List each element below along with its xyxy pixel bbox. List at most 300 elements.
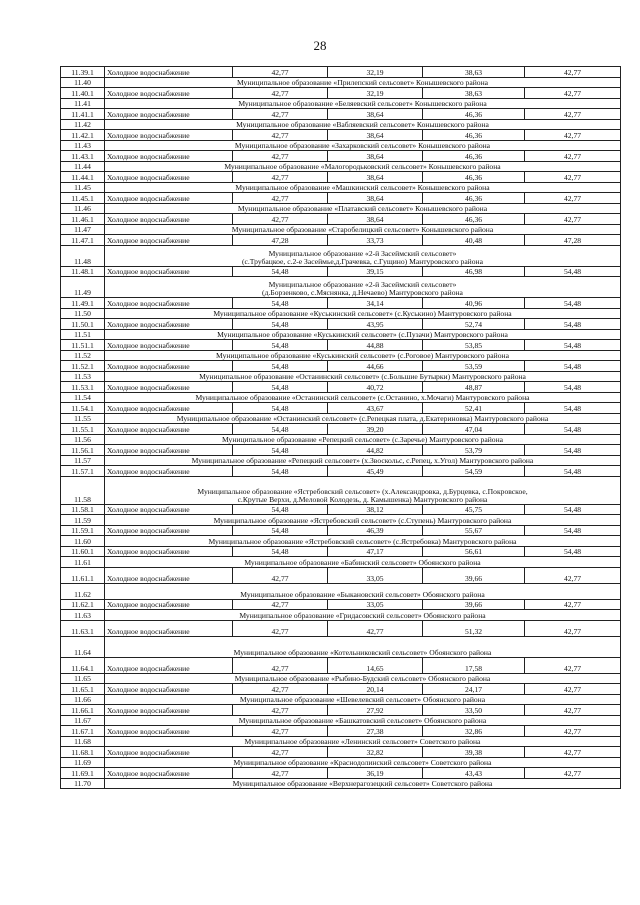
tariff-value-1: 42,77	[233, 726, 328, 737]
tariff-value-1: 54,48	[233, 266, 328, 277]
tariff-value-1: 54,48	[233, 403, 328, 414]
municipality-name: Муниципальное образование «Малогородьковский сельсовет» Конышевского района	[224, 162, 501, 172]
tariff-value-1: 42,77	[233, 193, 328, 204]
row-index: 11.65	[61, 673, 105, 684]
tariff-value-1: 42,77	[233, 705, 328, 716]
tariff-value-1: 42,77	[233, 214, 328, 225]
municipality-heading	[105, 536, 621, 547]
tariff-value-1: 54,48	[233, 546, 328, 557]
row-index: 11.54	[61, 392, 105, 403]
tariff-value-3: 38,63	[423, 88, 525, 99]
tariff-value-4: 42,77	[525, 684, 621, 695]
tariff-value-2: 33,73	[328, 235, 423, 246]
tariff-value-3: 56,61	[423, 546, 525, 557]
municipality-name: Муниципальное образование «2-й Засеймский сельсовет»	[268, 248, 457, 258]
tariff-value-3: 53,59	[423, 361, 525, 372]
tariff-data-row	[61, 599, 621, 610]
tariff-data-row	[61, 151, 621, 162]
municipality-heading	[105, 736, 621, 747]
tariff-value-3: 46,98	[423, 266, 525, 277]
service-label: Холодное водоснабжение	[105, 567, 233, 583]
service-label: Холодное водоснабжение	[105, 726, 233, 737]
tariff-value-4: 54,48	[525, 546, 621, 557]
municipality-heading	[105, 98, 621, 109]
section-header-row	[61, 778, 621, 789]
row-index: 11.44	[61, 161, 105, 172]
tariff-value-2: 39,20	[328, 424, 423, 435]
tariff-value-3: 47,04	[423, 424, 525, 435]
row-index: 11.60.1	[61, 546, 105, 557]
tariff-value-1: 47,28	[233, 235, 328, 246]
tariff-value-4: 54,48	[525, 319, 621, 330]
section-header-row	[61, 392, 621, 403]
tariff-value-2: 32,19	[328, 88, 423, 99]
row-index: 11.42.1	[61, 130, 105, 141]
municipality-heading	[105, 610, 621, 621]
municipality-heading	[105, 757, 621, 768]
tariff-value-1: 42,77	[233, 620, 328, 636]
service-label: Холодное водоснабжение	[105, 67, 233, 78]
row-index: 11.69.1	[61, 768, 105, 779]
service-label: Холодное водоснабжение	[105, 525, 233, 536]
tariff-data-row	[61, 67, 621, 78]
row-index: 11.67.1	[61, 726, 105, 737]
municipality-heading	[105, 245, 621, 266]
tariff-value-2: 34,14	[328, 298, 423, 309]
tariff-data-row	[61, 466, 621, 477]
tariff-value-2: 27,92	[328, 705, 423, 716]
tariff-value-4: 47,28	[525, 235, 621, 246]
tariff-value-2: 27,38	[328, 726, 423, 737]
tariff-value-1: 42,77	[233, 768, 328, 779]
municipality-name: Муниципальное образование «Куськинский сельсовет» (с.Роговое) Мантуровского района	[216, 351, 509, 361]
tariff-data-row	[61, 705, 621, 716]
tariff-data-row	[61, 747, 621, 758]
service-label: Холодное водоснабжение	[105, 424, 233, 435]
tariff-data-row	[61, 445, 621, 456]
municipality-heading	[105, 557, 621, 568]
tariff-data-row	[61, 546, 621, 557]
tariff-data-row	[61, 130, 621, 141]
tariff-data-row	[61, 172, 621, 183]
tariff-value-2: 38,64	[328, 109, 423, 120]
tariff-value-1: 42,77	[233, 657, 328, 673]
tariff-value-3: 39,38	[423, 747, 525, 758]
tariff-value-4: 42,77	[525, 151, 621, 162]
row-index: 11.61	[61, 557, 105, 568]
tariff-value-4: 54,48	[525, 340, 621, 351]
service-label: Холодное водоснабжение	[105, 599, 233, 610]
municipality-name: Муниципальное образование «Останинский сельсовет» (с.Останино, х.Мочаги) Мантуровского района	[195, 393, 530, 403]
section-header-row	[61, 98, 621, 109]
municipality-heading	[105, 308, 621, 319]
tariff-value-2: 44,88	[328, 340, 423, 351]
tariff-value-4: 54,48	[525, 466, 621, 477]
municipality-locality: (с.Трубацкое, с.2-е Засеймье,д.Грачевка, с.Гущино) Мантуровского района	[242, 256, 483, 266]
row-index: 11.52.1	[61, 361, 105, 372]
municipality-name: Муниципальное образование «Машкинский сельсовет» Конышевского района	[235, 183, 490, 193]
tariff-value-4: 42,77	[525, 172, 621, 183]
tariff-data-row	[61, 109, 621, 120]
section-header-row	[61, 140, 621, 151]
tariff-value-4: 42,77	[525, 67, 621, 78]
section-header-row	[61, 673, 621, 684]
row-index: 11.67	[61, 715, 105, 726]
row-index: 11.55	[61, 413, 105, 424]
tariff-value-3: 53,85	[423, 340, 525, 351]
tariff-value-2: 38,64	[328, 130, 423, 141]
row-index: 11.49	[61, 277, 105, 298]
tariff-table	[60, 66, 621, 789]
municipality-heading	[105, 515, 621, 526]
municipality-name: Муниципальное образование «Быкановский сельсовет» Обоянского района	[240, 589, 485, 599]
row-index: 11.43	[61, 140, 105, 151]
tariff-value-1: 42,77	[233, 151, 328, 162]
municipality-name: Муниципальное образование «Куськинский сельсовет» (с.Пузачи) Мантуровского района	[217, 330, 508, 340]
row-index: 11.54.1	[61, 403, 105, 414]
tariff-value-4: 42,77	[525, 193, 621, 204]
tariff-value-1: 42,77	[233, 109, 328, 120]
service-label: Холодное водоснабжение	[105, 705, 233, 716]
section-header-row	[61, 119, 621, 130]
tariff-value-1: 42,77	[233, 567, 328, 583]
tariff-value-4: 42,77	[525, 130, 621, 141]
municipality-heading	[105, 413, 621, 424]
tariff-value-3: 32,86	[423, 726, 525, 737]
tariff-value-2: 46,39	[328, 525, 423, 536]
tariff-value-1: 42,77	[233, 172, 328, 183]
row-index: 11.64	[61, 636, 105, 657]
row-index: 11.53.1	[61, 382, 105, 393]
row-index: 11.45	[61, 182, 105, 193]
tariff-value-4: 42,77	[525, 620, 621, 636]
service-label: Холодное водоснабжение	[105, 504, 233, 515]
section-header-row	[61, 350, 621, 361]
service-label: Холодное водоснабжение	[105, 340, 233, 351]
page-number: 28	[313, 38, 327, 53]
tariff-value-3: 40,96	[423, 298, 525, 309]
tariff-value-4: 42,77	[525, 747, 621, 758]
service-label: Холодное водоснабжение	[105, 684, 233, 695]
municipality-name: Муниципальное образование «Захарковский сельсовет» Конышевского района	[234, 141, 491, 151]
municipality-locality: (д.Борзенково, с.Мяснянка, д.Нечаево) Мантуровского района	[262, 288, 463, 298]
tariff-data-row	[61, 266, 621, 277]
section-header-row	[61, 557, 621, 568]
service-label: Холодное водоснабжение	[105, 266, 233, 277]
tariff-table-body	[61, 67, 621, 789]
municipality-heading	[105, 203, 621, 214]
service-label: Холодное водоснабжение	[105, 466, 233, 477]
row-index: 11.66.1	[61, 705, 105, 716]
tariff-value-4: 54,48	[525, 403, 621, 414]
tariff-data-row	[61, 684, 621, 695]
section-header-row	[61, 636, 621, 657]
tariff-data-row	[61, 620, 621, 636]
service-label: Холодное водоснабжение	[105, 88, 233, 99]
tariff-value-2: 32,19	[328, 67, 423, 78]
service-label: Холодное водоснабжение	[105, 214, 233, 225]
municipality-heading	[105, 778, 621, 789]
row-index: 11.63	[61, 610, 105, 621]
municipality-name: Муниципальное образование «Репецкий сельсовет» (с.Заречье) Мантуровского района	[221, 435, 504, 445]
service-label: Холодное водоснабжение	[105, 172, 233, 183]
service-label: Холодное водоснабжение	[105, 193, 233, 204]
tariff-value-2: 38,64	[328, 172, 423, 183]
service-label: Холодное водоснабжение	[105, 319, 233, 330]
tariff-value-3: 45,75	[423, 504, 525, 515]
tariff-value-1: 54,48	[233, 319, 328, 330]
tariff-value-4: 42,77	[525, 567, 621, 583]
tariff-value-2: 39,15	[328, 266, 423, 277]
tariff-value-2: 38,64	[328, 193, 423, 204]
municipality-heading	[105, 434, 621, 445]
section-header-row	[61, 583, 621, 599]
section-header-row	[61, 536, 621, 547]
row-index: 11.57.1	[61, 466, 105, 477]
section-header-row	[61, 434, 621, 445]
row-index: 11.47.1	[61, 235, 105, 246]
tariff-value-2: 33,05	[328, 599, 423, 610]
section-header-row	[61, 277, 621, 298]
section-header-row	[61, 455, 621, 466]
row-index: 11.69	[61, 757, 105, 768]
row-index: 11.40	[61, 77, 105, 88]
row-index: 11.56.1	[61, 445, 105, 456]
section-header-row	[61, 329, 621, 340]
tariff-value-3: 46,36	[423, 214, 525, 225]
tariff-value-1: 54,48	[233, 340, 328, 351]
section-header-row	[61, 413, 621, 424]
row-index: 11.59	[61, 515, 105, 526]
municipality-name: Муниципальное образование «Платавский сельсовет» Конышевского района	[237, 204, 488, 214]
municipality-name: Муниципальное образование «Ястребовский сельсовет» (с.Ступень) Мантуровского района	[213, 515, 512, 525]
row-index: 11.51	[61, 329, 105, 340]
row-index: 11.65.1	[61, 684, 105, 695]
tariff-value-3: 54,59	[423, 466, 525, 477]
tariff-value-4: 54,48	[525, 298, 621, 309]
municipality-heading	[105, 119, 621, 130]
tariff-data-row	[61, 424, 621, 435]
municipality-name: Муниципальное образование «Рыбино-Будский сельсовет» Обоянского района	[234, 674, 491, 684]
tariff-data-row	[61, 382, 621, 393]
section-header-row	[61, 308, 621, 319]
tariff-value-3: 51,32	[423, 620, 525, 636]
tariff-value-3: 39,66	[423, 567, 525, 583]
tariff-data-row	[61, 657, 621, 673]
municipality-name: Муниципальное образование «2-й Засеймский сельсовет»	[268, 280, 457, 290]
municipality-name: Муниципальное образование «Бабинский сельсовет» Обоянского района	[244, 557, 481, 567]
row-index: 11.45.1	[61, 193, 105, 204]
row-index: 11.46	[61, 203, 105, 214]
tariff-value-4: 54,48	[525, 525, 621, 536]
row-index: 11.46.1	[61, 214, 105, 225]
tariff-value-3: 43,43	[423, 768, 525, 779]
municipality-name: Муниципальное образование «Останинский сельсовет» (с.Репецкая плата, д.Екатериновка) Мантуровского района	[176, 414, 549, 424]
municipality-heading	[105, 329, 621, 340]
row-index: 11.68.1	[61, 747, 105, 758]
municipality-name: Муниципальное образование «Краснодолинский сельсовет» Советского района	[233, 758, 492, 768]
service-label: Холодное водоснабжение	[105, 768, 233, 779]
service-label: Холодное водоснабжение	[105, 620, 233, 636]
municipality-heading	[105, 673, 621, 684]
row-index: 11.56	[61, 434, 105, 445]
tariff-data-row	[61, 214, 621, 225]
tariff-data-row	[61, 525, 621, 536]
row-index: 11.63.1	[61, 620, 105, 636]
municipality-heading	[105, 350, 621, 361]
tariff-value-4: 54,48	[525, 266, 621, 277]
tariff-value-2: 44,82	[328, 445, 423, 456]
tariff-value-3: 55,67	[423, 525, 525, 536]
municipality-name: Муниципальное образование «Шевелевский сельсовет» Обоянского района	[239, 695, 486, 705]
tariff-data-row	[61, 361, 621, 372]
row-index: 11.51.1	[61, 340, 105, 351]
tariff-data-row	[61, 298, 621, 309]
tariff-value-1: 54,48	[233, 525, 328, 536]
service-label: Холодное водоснабжение	[105, 546, 233, 557]
row-index: 11.52	[61, 350, 105, 361]
section-header-row	[61, 224, 621, 235]
service-label: Холодное водоснабжение	[105, 403, 233, 414]
municipality-name: Муниципальное образование «Гридасовский сельсовет» Обоянского района	[239, 610, 486, 620]
row-index: 11.43.1	[61, 151, 105, 162]
tariff-value-2: 33,05	[328, 567, 423, 583]
tariff-value-1: 42,77	[233, 599, 328, 610]
section-header-row	[61, 610, 621, 621]
row-index: 11.47	[61, 224, 105, 235]
section-header-row	[61, 77, 621, 88]
municipality-heading	[105, 636, 621, 657]
section-header-row	[61, 203, 621, 214]
tariff-value-3: 52,74	[423, 319, 525, 330]
tariff-value-1: 54,48	[233, 504, 328, 515]
tariff-value-2: 45,49	[328, 466, 423, 477]
tariff-value-2: 32,82	[328, 747, 423, 758]
tariff-value-1: 42,77	[233, 684, 328, 695]
section-header-row	[61, 515, 621, 526]
row-index: 11.62	[61, 583, 105, 599]
row-index: 11.40.1	[61, 88, 105, 99]
tariff-value-2: 42,77	[328, 620, 423, 636]
tariff-value-2: 38,64	[328, 151, 423, 162]
row-index: 11.61.1	[61, 567, 105, 583]
row-index: 11.66	[61, 694, 105, 705]
tariff-value-1: 54,48	[233, 361, 328, 372]
municipality-heading	[105, 455, 621, 466]
service-label: Холодное водоснабжение	[105, 109, 233, 120]
tariff-value-4: 42,77	[525, 657, 621, 673]
row-index: 11.70	[61, 778, 105, 789]
municipality-name: Муниципальное образование «Ястребовский сельсовет» (х.Александровка, д.Бурцевка, с.Покровское,	[197, 486, 528, 496]
tariff-value-2: 43,95	[328, 319, 423, 330]
row-index: 11.48	[61, 245, 105, 266]
tariff-value-3: 46,36	[423, 151, 525, 162]
tariff-data-row	[61, 768, 621, 779]
row-index: 11.57	[61, 455, 105, 466]
municipality-heading	[105, 392, 621, 403]
tariff-value-4: 42,77	[525, 705, 621, 716]
section-header-row	[61, 161, 621, 172]
municipality-name: Муниципальное образование «Прилепский сельсовет» Конышевского района	[236, 78, 488, 88]
service-label: Холодное водоснабжение	[105, 298, 233, 309]
tariff-value-1: 42,77	[233, 67, 328, 78]
tariff-value-4: 54,48	[525, 424, 621, 435]
tariff-value-4: 54,48	[525, 382, 621, 393]
tariff-value-3: 24,17	[423, 684, 525, 695]
tariff-value-2: 44,66	[328, 361, 423, 372]
municipality-name: Муниципальное образование «Ястребовский сельсовет» (с.Ястребовка) Мантуровского района	[208, 536, 517, 546]
section-header-row	[61, 715, 621, 726]
tariff-data-row	[61, 235, 621, 246]
tariff-table-container	[60, 66, 620, 789]
tariff-value-3: 46,36	[423, 130, 525, 141]
section-header-row	[61, 371, 621, 382]
row-index: 11.58.1	[61, 504, 105, 515]
section-header-row	[61, 757, 621, 768]
section-header-row	[61, 476, 621, 504]
tariff-value-3: 33,50	[423, 705, 525, 716]
municipality-name: Муниципальное образование «Репецкий сельсовет» (х.Звоскольс, с.Репец, х.Угол) Мантуровского района	[191, 456, 534, 466]
service-label: Холодное водоснабжение	[105, 747, 233, 758]
municipality-heading	[105, 224, 621, 235]
municipality-heading	[105, 140, 621, 151]
tariff-value-4: 54,48	[525, 504, 621, 515]
tariff-data-row	[61, 319, 621, 330]
tariff-value-3: 46,36	[423, 109, 525, 120]
tariff-value-3: 38,63	[423, 67, 525, 78]
municipality-heading	[105, 476, 621, 504]
municipality-locality: с.Крутые Верхи, д.Меловой Колодезь, д. Камышенка) Мантуровского района	[237, 494, 488, 504]
tariff-value-3: 52,41	[423, 403, 525, 414]
tariff-data-row	[61, 403, 621, 414]
row-index: 11.41.1	[61, 109, 105, 120]
row-index: 11.41	[61, 98, 105, 109]
municipality-heading	[105, 694, 621, 705]
municipality-name: Муниципальное образование «Старобелицкий сельсовет» Конышевского района	[231, 225, 494, 235]
tariff-value-2: 36,19	[328, 768, 423, 779]
row-index: 11.64.1	[61, 657, 105, 673]
tariff-value-1: 42,77	[233, 88, 328, 99]
tariff-value-1: 54,48	[233, 382, 328, 393]
row-index: 11.44.1	[61, 172, 105, 183]
service-label: Холодное водоснабжение	[105, 445, 233, 456]
tariff-value-1: 54,48	[233, 466, 328, 477]
municipality-heading	[105, 77, 621, 88]
row-index: 11.62.1	[61, 599, 105, 610]
tariff-value-3: 46,36	[423, 172, 525, 183]
tariff-value-4: 42,77	[525, 599, 621, 610]
tariff-value-1: 42,77	[233, 747, 328, 758]
tariff-data-row	[61, 567, 621, 583]
service-label: Холодное водоснабжение	[105, 151, 233, 162]
tariff-value-4: 42,77	[525, 109, 621, 120]
municipality-name: Муниципальное образование «Вабляевский сельсовет» Конышевского района	[236, 120, 489, 130]
service-label: Холодное водоснабжение	[105, 657, 233, 673]
row-index: 11.42	[61, 119, 105, 130]
tariff-value-2: 40,72	[328, 382, 423, 393]
tariff-value-3: 39,66	[423, 599, 525, 610]
tariff-value-4: 42,77	[525, 214, 621, 225]
municipality-name: Муниципальное образование «Останинский сельсовет» (с.Большие Бутырки) Мантуровского района	[199, 372, 526, 382]
municipality-name: Муниципальное образование «Беляевский сельсовет» Конышевского района	[238, 99, 487, 109]
municipality-heading	[105, 715, 621, 726]
tariff-value-3: 17,58	[423, 657, 525, 673]
row-index: 11.60	[61, 536, 105, 547]
tariff-data-row	[61, 504, 621, 515]
tariff-value-2: 14,65	[328, 657, 423, 673]
municipality-name: Муниципальное образование «Верхнерагозецкий сельсовет» Советского района	[232, 779, 493, 789]
tariff-value-4: 54,48	[525, 361, 621, 372]
